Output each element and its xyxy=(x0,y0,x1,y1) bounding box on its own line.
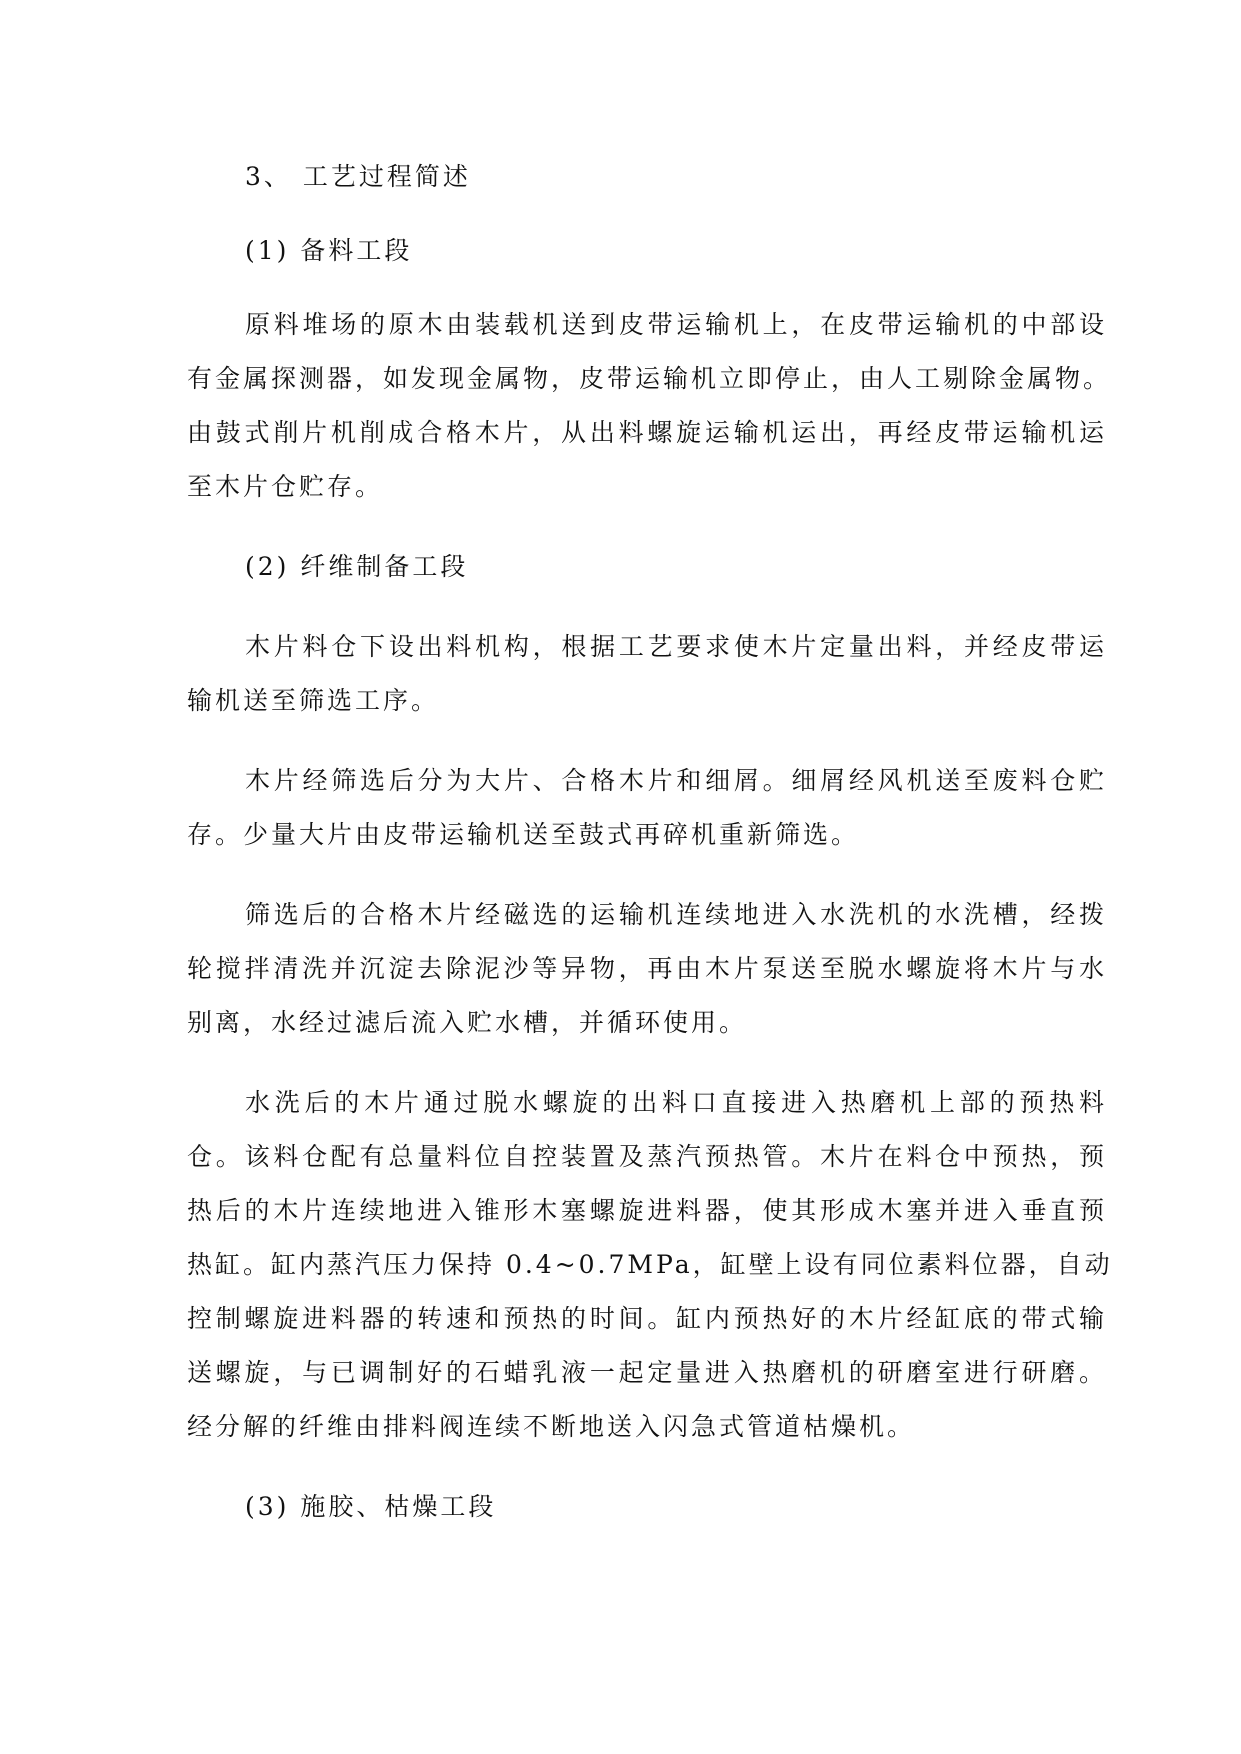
paragraph-line: 木片料仓下设出料机构，根据工艺要求使木片定量出料，并经皮带运 xyxy=(245,632,1107,661)
paragraph-line: 筛选后的合格木片经磁选的运输机连续地进入水洗机的水洗槽，经拨 xyxy=(245,900,1107,929)
paragraph-3 xyxy=(187,754,1107,862)
paragraph-line: 仓。该料仓配有总量料位自控装置及蒸汽预热管。木片在料仓中预热，预 xyxy=(187,1142,1107,1171)
document-body xyxy=(187,150,1113,1534)
subsection-heading-3: (3) 施胶、枯燥工段 xyxy=(245,1492,497,1521)
paragraph-1 xyxy=(187,298,1112,514)
subsection-heading-2: (2) 纤维制备工段 xyxy=(245,552,469,581)
paragraph-line: 热缸。缸内蒸汽压力保持 0.4~0.7MPa，缸壁上设有同位素料位器，自动 xyxy=(187,1250,1113,1279)
paragraph-line: 输机送至筛选工序。 xyxy=(187,686,440,715)
paragraph-line: 控制螺旋进料器的转速和预热的时间。缸内预热好的木片经缸底的带式输 xyxy=(187,1304,1107,1333)
paragraph-4 xyxy=(187,888,1107,1050)
paragraph-line: 经分解的纤维由排料阀连续不断地送入闪急式管道枯燥机。 xyxy=(187,1412,916,1441)
paragraph-line: 存。少量大片由皮带运输机送至鼓式再碎机重新筛选。 xyxy=(187,820,860,849)
paragraph-line: 至木片仓贮存。 xyxy=(187,472,384,501)
paragraph-line: 由鼓式削片机削成合格木片，从出料螺旋运输机运出，再经皮带运输机运 xyxy=(187,418,1107,447)
paragraph-line: 水洗后的木片通过脱水螺旋的出料口直接进入热磨机上部的预热料 xyxy=(245,1088,1107,1117)
paragraph-line: 轮搅拌清洗并沉淀去除泥沙等异物，再由木片泵送至脱水螺旋将木片与水 xyxy=(187,954,1107,983)
paragraph-line: 热后的木片连续地进入锥形木塞螺旋进料器，使其形成木塞并进入垂直预 xyxy=(187,1196,1107,1225)
paragraph-2 xyxy=(187,620,1107,728)
subsection-heading-1: (1) 备料工段 xyxy=(245,236,413,265)
paragraph-line: 送螺旋，与已调制好的石蜡乳液一起定量进入热磨机的研磨室进行研磨。 xyxy=(187,1358,1107,1387)
section-heading: 3、 工艺过程简述 xyxy=(245,162,471,191)
paragraph-line: 别离，水经过滤后流入贮水槽，并循环使用。 xyxy=(187,1008,748,1037)
paragraph-line: 木片经筛选后分为大片、合格木片和细屑。细屑经风机送至废料仓贮 xyxy=(245,766,1107,795)
paragraph-line: 原料堆场的原木由装载机送到皮带运输机上，在皮带运输机的中部设 xyxy=(245,310,1107,339)
paragraph-5 xyxy=(187,1076,1113,1454)
paragraph-line: 有金属探测器，如发现金属物，皮带运输机立即停止，由人工剔除金属物。 xyxy=(187,364,1112,393)
